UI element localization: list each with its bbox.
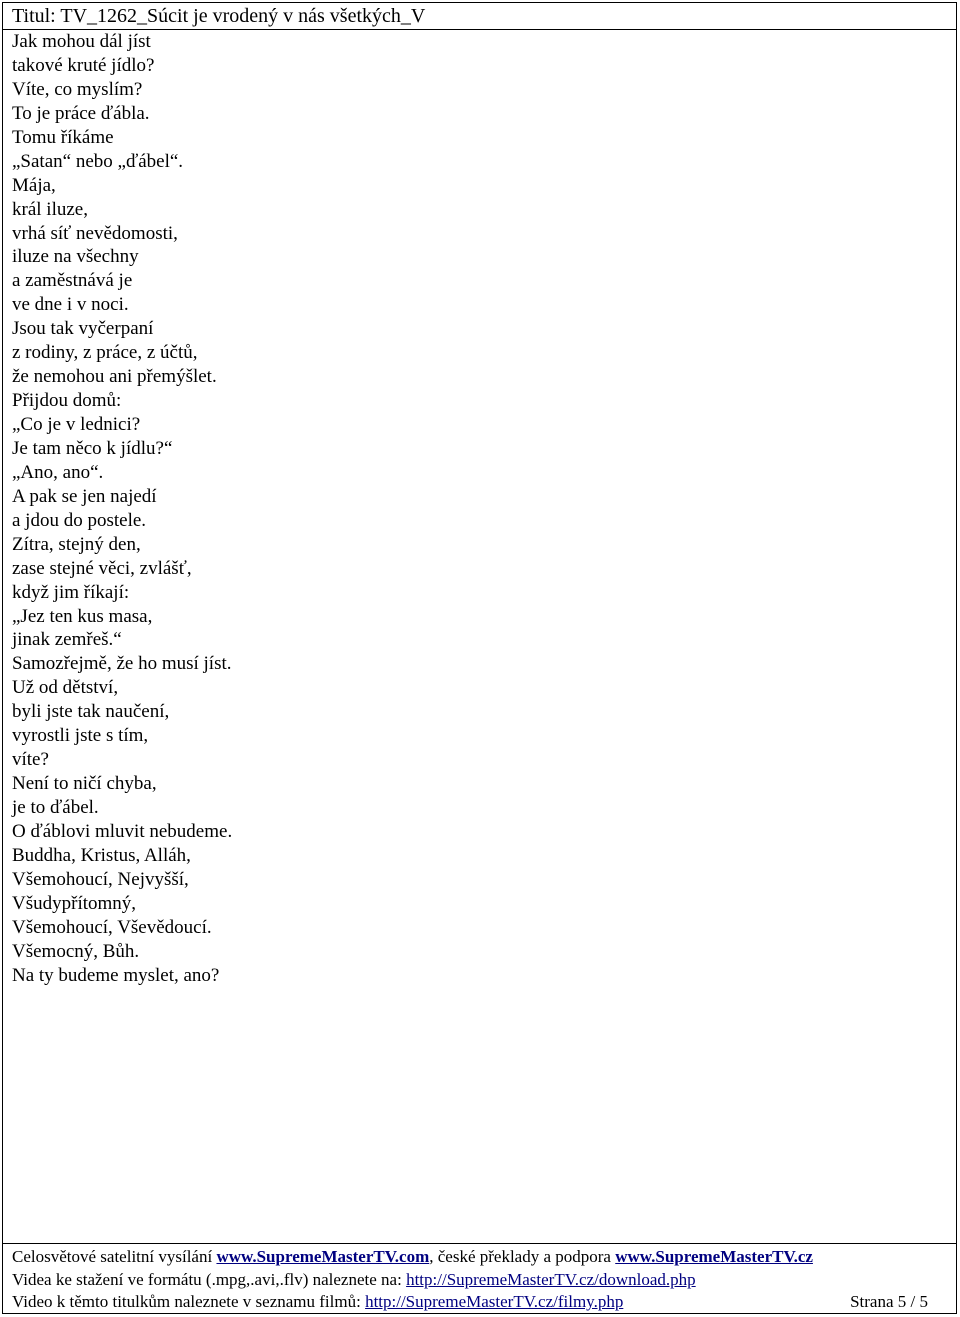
transcript-line: Zítra, stejný den, xyxy=(12,533,141,555)
transcript-line: že nemohou ani přemýšlet. xyxy=(12,366,217,388)
transcript-line: iluze na všechny xyxy=(12,246,139,268)
transcript-line: když jim říkají: xyxy=(12,581,130,603)
transcript-line: Už od dětství, xyxy=(12,677,119,699)
footer-broadcast-line xyxy=(12,1246,957,1269)
transcript-line: Je tam něco k jídlu?“ xyxy=(12,437,173,459)
transcript-line: z rodiny, z práce, z účtů, xyxy=(12,342,198,364)
supreme-master-tv-com-link[interactable]: www.SupremeMasterTV.com xyxy=(216,1247,430,1266)
transcript-line: O ďáblovi mluvit nebudeme. xyxy=(12,820,233,842)
footer-broadcast-text: Celosvětové satelitní vysílání xyxy=(12,1247,217,1266)
transcript-line: zase stejné věci, zvlášť, xyxy=(12,557,192,579)
page-number: Strana 5 / 5 xyxy=(850,1292,928,1311)
footer-download-line xyxy=(12,1269,957,1292)
transcript-line: a jdou do postele. xyxy=(12,509,147,531)
footer-films-text: Video k těmto titulkům naleznete v seznamu filmů: xyxy=(12,1292,366,1311)
transcript-line: A pak se jen najedí xyxy=(12,485,157,507)
transcript-line: ve dne i v noci. xyxy=(12,294,129,316)
transcript-line: „Co je v lednici? xyxy=(12,414,141,435)
transcript-line: Mája, xyxy=(12,174,56,196)
transcript-line: „Satan“ nebo „ďábel“. xyxy=(12,150,184,172)
transcript-line: Na ty budeme myslet, ano? xyxy=(12,964,220,986)
transcript-line: „Ano, ano“. xyxy=(12,461,104,483)
document-title: Titul: TV_1262_Súcit je vrodený v nás všetkých_V xyxy=(2,2,957,30)
transcript-line: byli jste tak naučení, xyxy=(12,701,170,723)
transcript-line: je to ďábel. xyxy=(12,797,99,818)
transcript-line: „Jez ten kus masa, xyxy=(12,605,153,627)
transcript-line: Tomu říkáme xyxy=(12,126,114,148)
transcript-line: To je práce ďábla. xyxy=(12,102,150,124)
transcript-line: jinak zemřeš.“ xyxy=(12,629,122,651)
transcript-line: a zaměstnává je xyxy=(12,270,133,292)
transcript-line: Není to ničí chyba, xyxy=(12,773,157,795)
transcript-line: Přijdou domů: xyxy=(12,390,122,412)
transcript-line: Samozřejmě, že ho musí jíst. xyxy=(12,653,232,675)
footer xyxy=(2,1243,957,1314)
transcript-line: Jak mohou dál jíst xyxy=(12,31,151,52)
footer-download-text: Videa ke stažení ve formátu (.mpg,.avi,.flv) naleznete na: xyxy=(12,1269,407,1289)
transcript-line: vyrostli jste s tím, xyxy=(12,725,149,747)
films-link[interactable]: http://SupremeMasterTV.cz/filmy.php xyxy=(365,1292,624,1311)
transcript-line: Všemohoucí, Vševědoucí. xyxy=(12,916,212,938)
transcript-line: Všudypřítomný, xyxy=(12,892,137,914)
supreme-master-tv-cz-link[interactable]: www.SupremeMasterTV.cz xyxy=(615,1247,813,1266)
transcript-text xyxy=(12,30,232,988)
transcript-line: král iluze, xyxy=(12,198,88,220)
footer-films-line xyxy=(12,1291,957,1314)
download-link[interactable]: http://SupremeMasterTV.cz/download.php xyxy=(406,1269,696,1289)
transcript-line: Jsou tak vyčerpaní xyxy=(12,318,154,340)
footer-translation-text: , české překlady a podpora xyxy=(429,1247,616,1266)
transcript-line: vrhá síť nevědomosti, xyxy=(12,222,178,244)
transcript-line: Všemohoucí, Nejvyšší, xyxy=(12,868,189,890)
transcript-line: Buddha, Kristus, Alláh, xyxy=(12,844,191,866)
transcript-line: Víte, co myslím? xyxy=(12,78,143,100)
transcript-line: víte? xyxy=(12,749,49,771)
transcript-line: Všemocný, Bůh. xyxy=(12,940,140,962)
transcript-line: takové kruté jídlo? xyxy=(12,54,155,76)
